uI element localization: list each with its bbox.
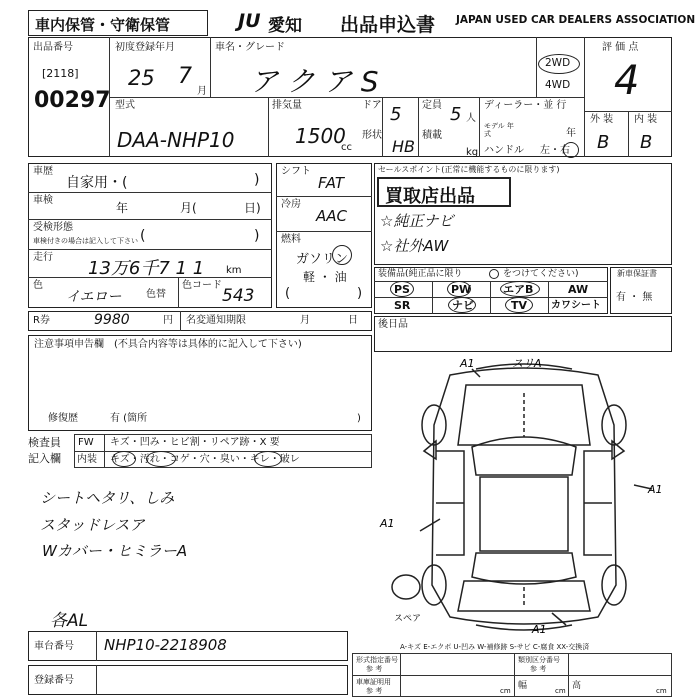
handle-value: 左・右 (540, 145, 570, 156)
equipment-label: 装備品(純正品に限り (378, 269, 463, 279)
fuel-label: 燃料 (281, 234, 301, 245)
rear-label: 後日品 (378, 319, 408, 330)
lot-code: [2118] (42, 67, 79, 80)
inspection-month: 月( (180, 201, 197, 215)
ext-label: 外 装 (590, 114, 614, 125)
inspector-label2: 記入欄 (28, 452, 61, 465)
sales-stamp (377, 177, 511, 207)
sales-points-label: セールスポイント(正常に機能するものに限ります) (378, 165, 560, 174)
displacement-unit: cc (341, 142, 352, 153)
fuel-value2: 軽 ・ 油 (303, 270, 347, 284)
length-label: 車庫証明用 (356, 678, 391, 686)
width-label: 幅 (518, 681, 528, 691)
ac-label: 冷房 (281, 199, 301, 210)
color-code-value: 543 (222, 286, 255, 306)
int-label: 内 装 (634, 114, 658, 125)
fuel-circle (332, 245, 352, 265)
capacity-unit: 人 (466, 113, 476, 124)
door-label: ドア (362, 100, 382, 111)
mileage-value: 13万6千7 1 1 (88, 258, 205, 279)
ps-circle (390, 281, 414, 297)
handle-circle (563, 142, 579, 158)
note-line-4: 各AL (50, 611, 89, 631)
shift-label: シフト (281, 166, 311, 177)
fuel-value: ガソリン (296, 252, 349, 267)
fw-items: キズ・凹み・ヒビ割・リペア跡・X 要 (110, 437, 280, 448)
scratch-circle (112, 451, 136, 467)
int-items: キズ・汚れ・コゲ・穴・臭い・キレ・破レ (110, 454, 300, 465)
mark-a1-right: A1 (648, 483, 663, 496)
drive-2wd: 2WD (545, 57, 571, 69)
reg-block (28, 665, 348, 695)
sales-item-1: ☆純正ナビ (380, 212, 454, 230)
note-line-2: スタッドレスア (40, 516, 145, 534)
handle-label: ハンドル (484, 145, 524, 156)
fw-label: FW (78, 437, 94, 448)
tv-circle (505, 297, 533, 313)
int-grade: B (640, 132, 653, 153)
chassis-value: NHP10-2218908 (104, 636, 227, 654)
usage-value: 自家用・( (66, 175, 128, 191)
fuel-open: ( (285, 286, 291, 301)
equip-navi: ナビ (452, 299, 474, 312)
lot-number: 00297 (34, 88, 111, 113)
load-unit: kg (466, 147, 479, 158)
registration-month-unit: 月 (197, 86, 207, 97)
pw-circle (447, 281, 471, 297)
recycle-label: R券 (33, 315, 50, 326)
registration-year: 25 (128, 66, 155, 90)
acceptance-close: ) (254, 228, 260, 244)
displacement-value: 1500 (295, 124, 346, 148)
airbag-circle (500, 281, 540, 297)
shift-value: FAT (318, 174, 345, 192)
ju-logo: JU (238, 10, 261, 32)
stamp-text: 買取店出品 (385, 186, 475, 207)
warranty-label: 新車保証書 (617, 269, 657, 278)
mark-front-right: スリA (512, 357, 542, 370)
displacement-label: 排気量 (272, 100, 302, 111)
note-line-1: シートヘタリ、しみ (40, 489, 175, 507)
year-suffix: 年 (566, 128, 576, 139)
repair-close: ) (357, 413, 361, 424)
inspection-label: 車検 (33, 195, 53, 206)
shape-value: HB (392, 137, 416, 156)
equipment-circle-example (489, 269, 499, 279)
rear-block (374, 316, 672, 352)
usage-label: 車歴 (33, 166, 53, 177)
odor-circle (254, 451, 282, 467)
storage-label: 車内保管・守衛保管 (35, 16, 171, 34)
mileage-label: 走行 (33, 252, 53, 263)
equip-pw: PW (451, 283, 472, 296)
capacity-label: 定員 (422, 100, 442, 111)
lot-label: 出品番号 (33, 42, 73, 53)
cm-3: cm (656, 687, 667, 695)
cm-1: cm (500, 687, 511, 695)
reg-label: 登録番号 (34, 675, 74, 686)
load-label: 積載 (422, 130, 442, 141)
grade-score: 4 (614, 58, 640, 104)
note-line-3: Wカバー・ヒミラーA (42, 542, 188, 560)
navi-circle (448, 297, 476, 313)
model-year-label: モデル 年式 (484, 122, 514, 138)
type-value: DAA-NHP10 (117, 128, 235, 152)
color-value: イエロー (66, 289, 122, 305)
notes-label: 注意事項申告欄 (34, 339, 104, 350)
door-value: 5 (390, 104, 402, 125)
notes-sub: (不具合内容等は具体的に記入して下さい) (114, 339, 302, 350)
car-damage-diagram (376, 355, 672, 637)
acceptance-open: ( (140, 228, 146, 244)
ext-grade: B (597, 132, 610, 153)
name-change-month: 月 (300, 315, 310, 326)
shape-label: 形状 (362, 130, 382, 141)
equip-sr: SR (394, 299, 411, 312)
model-value: ア ク ア S (250, 65, 379, 98)
org-name: 愛知 (268, 16, 302, 36)
capacity-value: 5 (450, 104, 462, 125)
dealer-label: ディーラー・並 行 (484, 100, 567, 111)
sales-item-2: ☆社外AW (380, 237, 449, 255)
length-ref: 参 考 (366, 687, 383, 695)
mark-a1-rear: A1 (532, 623, 547, 636)
mileage-unit: km (226, 265, 242, 276)
form-title: 出品申込書 (340, 14, 436, 36)
storage-box (28, 10, 208, 36)
legend-text: A-キズ E-エクボ U-凹み W-補修跡 S-サビ C-腐食 XX-交換済 (400, 643, 590, 651)
form-number-ref: 参 考 (366, 665, 383, 673)
equip-leather: カワシート (551, 300, 601, 311)
repair-value: 有 (箇所 (110, 413, 148, 424)
name-change-label: 名変通知期限 (186, 315, 246, 326)
category-ref: 参 考 (530, 665, 547, 673)
acceptance-label: 受検形態 (33, 222, 73, 233)
inspection-day: 日) (244, 201, 261, 215)
drive-4wd: 4WD (545, 79, 571, 91)
inspector-label: 検査員 (28, 436, 61, 449)
color-label: 色 (33, 280, 43, 291)
color-change-label: 色替 (146, 289, 166, 300)
form-number-label: 形式指定番号 (356, 656, 398, 664)
mark-a1-front: A1 (460, 357, 475, 370)
model-label: 車名・グレード (215, 42, 285, 53)
fuel-close: ) (357, 286, 363, 301)
english-name: JAPAN USED CAR DEALERS ASSOCIATION (456, 14, 696, 26)
grade-label: 評 価 点 (602, 42, 639, 53)
warranty-value: 有 ・ 無 (616, 292, 653, 303)
inspection-year: 年 (116, 201, 129, 215)
repair-label: 修復歴 (48, 413, 78, 424)
cm-2: cm (555, 687, 566, 695)
stain-circle (146, 451, 176, 467)
mark-a1-left: A1 (380, 517, 395, 530)
usage-close: ) (254, 172, 260, 188)
equipment-label2: をつけてください) (503, 269, 579, 279)
equip-aw: AW (568, 283, 589, 296)
recycle-unit: 円 (163, 315, 173, 326)
int-items-label: 内装 (77, 454, 97, 465)
name-change-day: 日 (348, 315, 358, 326)
registration-label: 初度登録年月 (115, 42, 175, 53)
height-label: 高 (572, 681, 582, 691)
recycle-value: 9980 (94, 312, 130, 328)
category-label: 類別区分番号 (518, 656, 560, 664)
chassis-label: 車台番号 (34, 641, 74, 652)
acceptance-note: 車検付きの場合は記入して下さい (33, 237, 138, 245)
spare-label: スペア (394, 614, 422, 624)
equip-airbag: エアB (503, 283, 534, 296)
equip-tv: TV (511, 299, 528, 312)
registration-month: 7 (178, 64, 192, 89)
ac-value: AAC (316, 207, 347, 225)
equip-ps: PS (394, 283, 410, 296)
color-code-label: 色コード (182, 280, 222, 291)
type-label: 型式 (115, 100, 135, 111)
